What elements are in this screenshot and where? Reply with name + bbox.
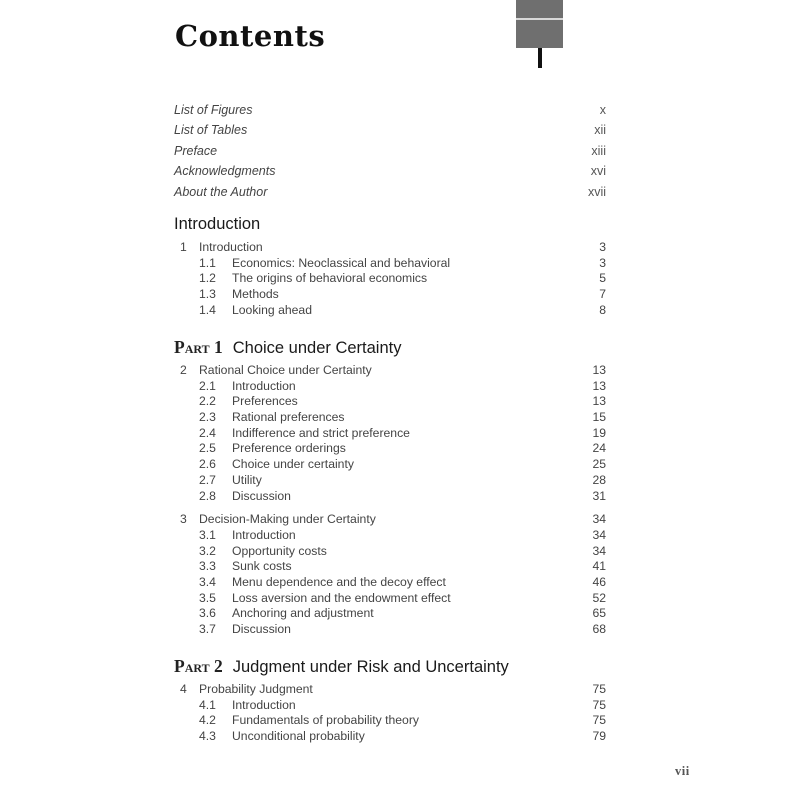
chapter-number: 3 bbox=[180, 512, 187, 527]
section-number: 2.5 bbox=[199, 441, 216, 456]
section-page: 15 bbox=[592, 410, 606, 425]
section-page: 13 bbox=[592, 378, 606, 393]
chapter-row[interactable] bbox=[174, 240, 606, 256]
chapter-1 bbox=[174, 240, 606, 318]
section-row[interactable] bbox=[174, 622, 606, 638]
section-row[interactable] bbox=[174, 457, 606, 473]
section-title: Rational preferences bbox=[232, 410, 345, 425]
section-page: 31 bbox=[592, 488, 606, 503]
chapter-title: Probability Judgment bbox=[199, 682, 313, 696]
section-row[interactable] bbox=[174, 441, 606, 457]
section-page: 19 bbox=[592, 425, 606, 440]
section-page: 13 bbox=[592, 394, 606, 409]
chapter-page: 75 bbox=[592, 682, 606, 696]
section-title: The origins of behavioral economics bbox=[232, 271, 428, 286]
section-title: Utility bbox=[232, 472, 262, 487]
section-row[interactable] bbox=[174, 271, 606, 287]
part-2-section bbox=[174, 656, 606, 745]
front-matter-item-acknowledgments[interactable] bbox=[174, 162, 606, 182]
section-title: Preferences bbox=[232, 394, 298, 409]
section-number: 4.2 bbox=[199, 713, 216, 728]
chapter-3 bbox=[174, 512, 606, 638]
part-title: Judgment under Risk and Uncertainty bbox=[232, 658, 509, 676]
section-row[interactable] bbox=[174, 606, 606, 622]
section-page: 34 bbox=[592, 527, 606, 542]
section-number: 2.7 bbox=[199, 472, 216, 487]
chapter-row[interactable] bbox=[174, 512, 606, 528]
section-row[interactable] bbox=[174, 591, 606, 607]
section-number: 3.2 bbox=[199, 543, 216, 558]
section-number: 4.3 bbox=[199, 729, 216, 744]
section-title: Methods bbox=[232, 287, 279, 302]
section-row[interactable] bbox=[174, 410, 606, 426]
section-title: Discussion bbox=[232, 488, 291, 503]
section-title: Unconditional probability bbox=[232, 729, 365, 744]
section-page: 52 bbox=[592, 590, 606, 605]
section-number: 3.4 bbox=[199, 574, 216, 589]
section-row[interactable] bbox=[174, 559, 606, 575]
section-row[interactable] bbox=[174, 287, 606, 303]
chapter-title: Decision-Making under Certainty bbox=[199, 512, 376, 527]
section-row[interactable] bbox=[174, 528, 606, 544]
section-number: 2.1 bbox=[199, 378, 216, 393]
part-label: Part 1 bbox=[174, 337, 223, 357]
front-matter-item-list-of-tables[interactable] bbox=[174, 121, 606, 141]
chapter-4 bbox=[174, 682, 606, 745]
section-number: 3.3 bbox=[199, 559, 216, 574]
section-page: 24 bbox=[592, 441, 606, 456]
chapter-number: 2 bbox=[180, 363, 187, 377]
page-number: vii bbox=[675, 764, 690, 778]
section-number: 3.1 bbox=[199, 527, 216, 542]
section-title: Anchoring and adjustment bbox=[232, 606, 374, 621]
section-row[interactable] bbox=[174, 379, 606, 395]
part-1-section bbox=[174, 337, 606, 638]
front-matter-label: About the Author bbox=[174, 184, 268, 199]
section-title: Economics: Neoclassical and behavioral bbox=[232, 255, 451, 270]
section-row[interactable] bbox=[174, 729, 606, 745]
chapter-title: Introduction bbox=[199, 240, 263, 254]
section-page: 79 bbox=[592, 729, 606, 744]
section-page: 75 bbox=[592, 713, 606, 728]
section-number: 1.3 bbox=[199, 287, 216, 302]
section-title: Fundamentals of probability theory bbox=[232, 713, 419, 728]
chapter-number: 4 bbox=[180, 682, 187, 696]
section-page: 28 bbox=[592, 472, 606, 487]
section-page: 41 bbox=[592, 559, 606, 574]
part-label: Part 2 bbox=[174, 656, 223, 676]
thumb-tab-divider bbox=[516, 18, 563, 20]
front-matter-page: x bbox=[599, 103, 606, 117]
section-number: 2.4 bbox=[199, 425, 216, 440]
chapter-thumb-tab bbox=[516, 0, 563, 48]
section-page: 46 bbox=[592, 574, 606, 589]
section-number: 3.5 bbox=[199, 590, 216, 605]
section-title: Choice under certainty bbox=[232, 457, 354, 472]
section-row[interactable] bbox=[174, 256, 606, 272]
chapter-page: 13 bbox=[592, 363, 606, 377]
section-number: 1.4 bbox=[199, 302, 216, 317]
chapter-number: 1 bbox=[180, 240, 187, 254]
section-title: Sunk costs bbox=[232, 559, 292, 574]
chapter-row[interactable] bbox=[174, 682, 606, 698]
front-matter-page: xiii bbox=[591, 143, 606, 158]
section-page: 68 bbox=[592, 622, 606, 636]
section-page: 75 bbox=[592, 697, 606, 712]
section-row[interactable] bbox=[174, 426, 606, 442]
front-matter-item-about-the-author[interactable] bbox=[174, 183, 606, 203]
front-matter-label: Acknowledgments bbox=[174, 164, 276, 179]
section-title: Introduction bbox=[232, 527, 296, 542]
section-row[interactable] bbox=[174, 303, 606, 319]
section-page: 25 bbox=[592, 457, 606, 472]
section-number: 4.1 bbox=[199, 697, 216, 712]
front-matter-page: xvi bbox=[590, 164, 606, 179]
section-row[interactable] bbox=[174, 544, 606, 560]
chapter-row[interactable] bbox=[174, 363, 606, 379]
section-page: 3 bbox=[599, 255, 606, 270]
front-matter-item-list-of-figures[interactable] bbox=[174, 101, 606, 121]
section-number: 1.1 bbox=[199, 255, 216, 270]
section-page: 5 bbox=[599, 271, 606, 286]
section-number: 3.7 bbox=[199, 622, 216, 636]
section-row[interactable] bbox=[174, 698, 606, 714]
section-number: 2.3 bbox=[199, 410, 216, 425]
introduction-section bbox=[174, 214, 606, 318]
part-heading bbox=[174, 656, 606, 680]
part-title: Choice under Certainty bbox=[232, 339, 402, 357]
section-row[interactable] bbox=[174, 713, 606, 729]
chapter-page: 34 bbox=[592, 512, 606, 527]
section-row[interactable] bbox=[174, 394, 606, 410]
front-matter-label: Preface bbox=[174, 143, 218, 158]
section-page: 34 bbox=[592, 543, 606, 558]
front-matter-list bbox=[174, 101, 606, 203]
section-number: 2.2 bbox=[199, 394, 216, 409]
front-matter-label: List of Tables bbox=[174, 123, 248, 138]
section-page: 8 bbox=[599, 302, 606, 317]
section-number: 2.8 bbox=[199, 488, 216, 503]
section-number: 3.6 bbox=[199, 606, 216, 621]
section-row[interactable] bbox=[174, 473, 606, 489]
front-matter-page: xvii bbox=[587, 184, 606, 199]
section-title: Discussion bbox=[232, 622, 291, 636]
section-number: 2.6 bbox=[199, 457, 216, 472]
section-title: Indifference and strict preference bbox=[232, 425, 410, 440]
front-matter-label: List of Figures bbox=[174, 103, 253, 117]
chapter-title: Rational Choice under Certainty bbox=[199, 363, 372, 377]
section-title: Loss aversion and the endowment effect bbox=[232, 590, 451, 605]
section-title: Introduction bbox=[232, 378, 296, 393]
section-title: Opportunity costs bbox=[232, 543, 327, 558]
chapter-page: 3 bbox=[599, 240, 606, 254]
section-row[interactable] bbox=[174, 575, 606, 591]
section-page: 65 bbox=[592, 606, 606, 621]
front-matter-page: xii bbox=[594, 123, 606, 138]
page-title: Contents bbox=[175, 19, 326, 53]
section-title: Introduction bbox=[232, 697, 296, 712]
section-number: 1.2 bbox=[199, 271, 216, 286]
thumb-tab-stem bbox=[538, 48, 542, 68]
section-title: Menu dependence and the decoy effect bbox=[232, 574, 446, 589]
front-matter-item-preface[interactable] bbox=[174, 142, 606, 162]
section-page: 7 bbox=[599, 287, 606, 302]
section-title: Preference orderings bbox=[232, 441, 346, 456]
chapter-2 bbox=[174, 363, 606, 504]
section-title: Looking ahead bbox=[232, 302, 312, 317]
section-row[interactable] bbox=[174, 489, 606, 505]
part-heading bbox=[174, 337, 606, 361]
introduction-heading: Introduction bbox=[174, 215, 261, 233]
